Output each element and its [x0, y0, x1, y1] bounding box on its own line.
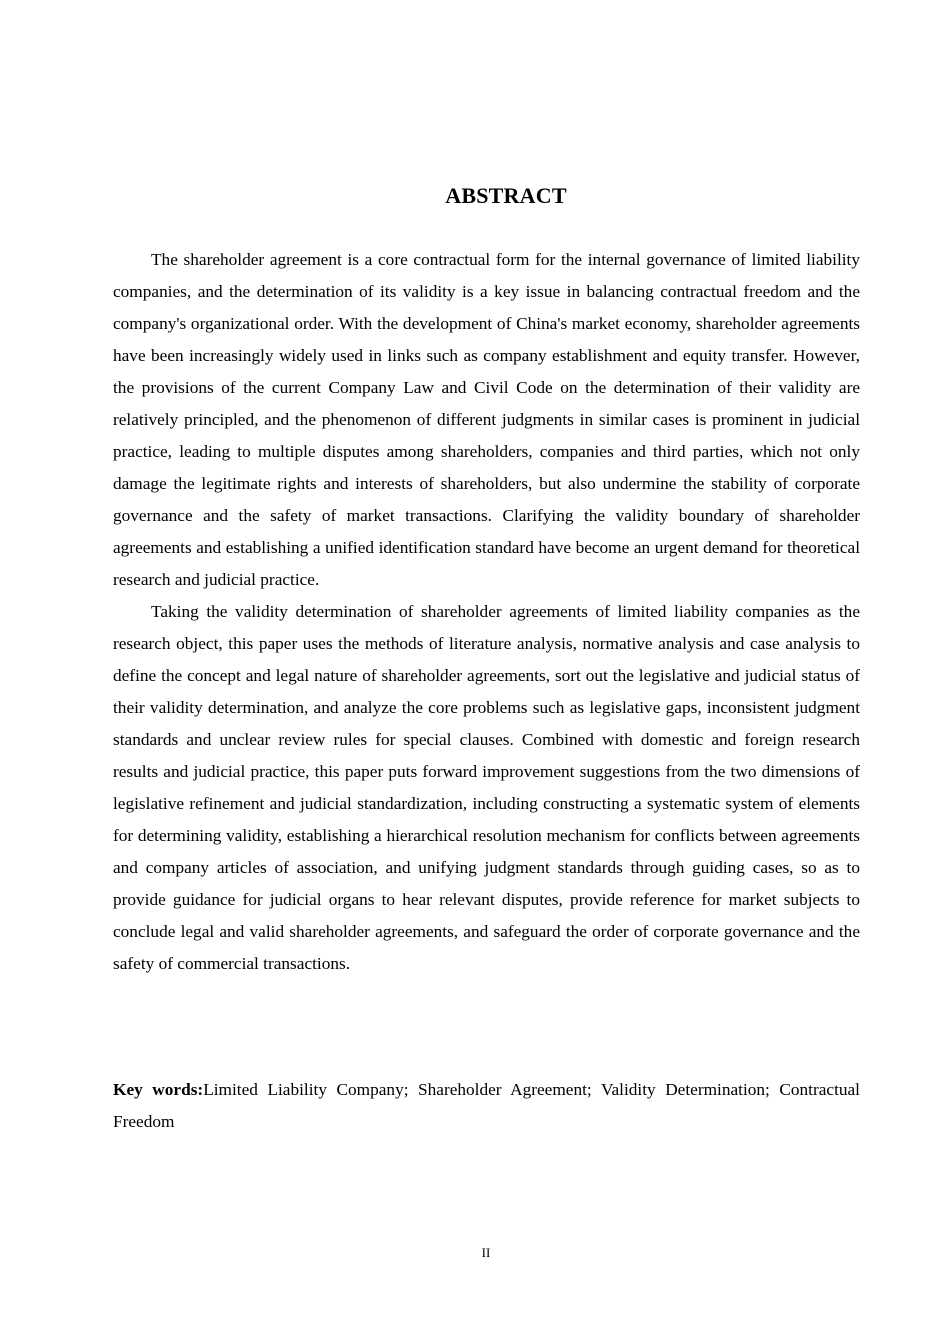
page-number: II: [481, 1245, 491, 1260]
page-title: ABSTRACT: [445, 183, 567, 208]
keywords-text: Limited Liability Company; Shareholder Agreement; Validity Determination; Contractual Freedom: [113, 1080, 860, 1131]
abstract-paragraph-2: Taking the validity determination of shareholder agreements of limited liability companies as the research object, this paper uses the methods of literature analysis, normative analysis and case analysis to define the concept and legal nature of shareholder agreements, sort out the legislative and judicial status of their validity determination, and analyze the core problems such as legislative gaps, inconsistent judgment standards and unclear review rules for special clauses. Combined with domestic and foreign research results and judicial practice, this paper puts forward improvement suggestions from the two dimensions of legislative refinement and judicial standardization, including constructing a systematic system of elements for determining validity, establishing a hierarchical resolution mechanism for conflicts between agreements and company articles of association, and unifying judgment standards through guiding cases, so as to provide guidance for judicial organs to hear relevant disputes, provide reference for market subjects to conclude legal and valid shareholder agreements, and safeguard the order of corporate governance and the safety of commercial transactions.: [113, 602, 860, 973]
keywords-line: [113, 1074, 860, 1138]
keywords-label: Key words:: [113, 1080, 204, 1099]
abstract-paragraph-1: The shareholder agreement is a core contractual form for the internal governance of limited liability companies, and the determination of its validity is a key issue in balancing contractual freedom and the company's organizational order. With the development of China's market economy, shareholder agreements have been increasingly widely used in links such as company establishment and equity transfer. However, the provisions of the current Company Law and Civil Code on the determination of their validity are relatively principled, and the phenomenon of different judgments in similar cases is prominent in judicial practice, leading to multiple disputes among shareholders, companies and third parties, which not only damage the legitimate rights and interests of shareholders, but also undermine the stability of corporate governance and the safety of market transactions. Clarifying the validity boundary of shareholder agreements and establishing a unified identification standard have become an urgent demand for theoretical research and judicial practice.: [113, 250, 860, 589]
abstract-body: [113, 244, 860, 980]
